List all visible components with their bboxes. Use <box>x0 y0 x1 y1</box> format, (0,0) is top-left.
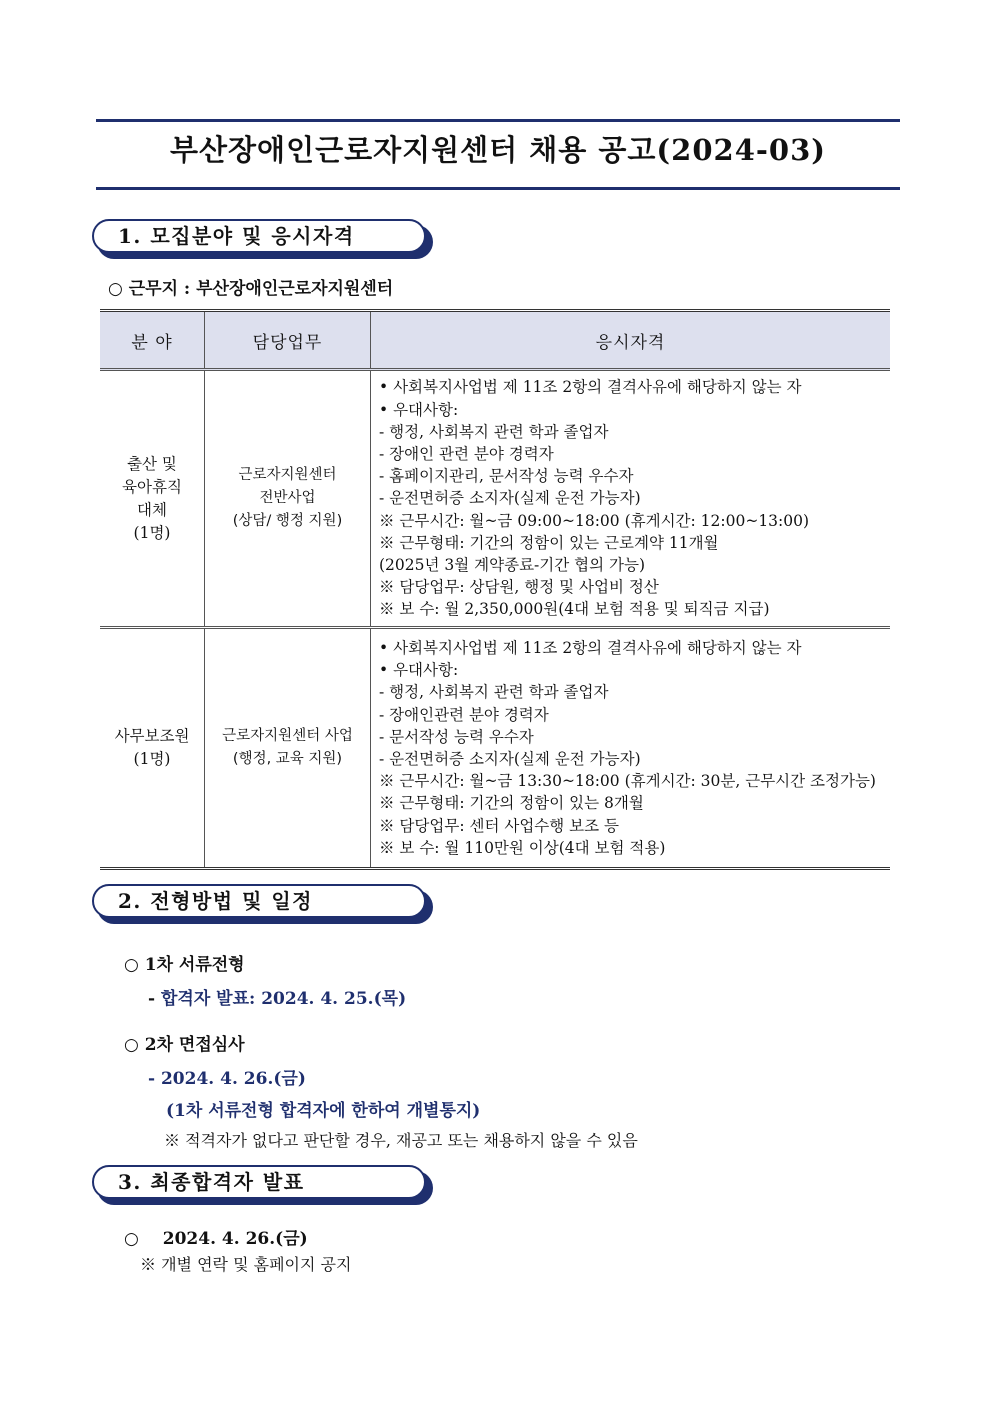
qualification-item: (2025년 3월 계약종료-기간 협의 가능) <box>379 556 646 574</box>
header-qualifications: 응시자격 <box>371 311 891 370</box>
final-date-bullet: ○ <box>124 1229 139 1249</box>
qualification-item: ※ 근무형태: 기간의 정함이 있는 8개월 <box>379 794 644 813</box>
qualification-item: • 우대사항: <box>379 400 459 419</box>
recruitment-table <box>100 309 890 870</box>
qualification-item: • 사회복지사업법 제 11조 2항의 결격사유에 해당하지 않는 자 <box>379 378 802 397</box>
qualification-item: • 우대사항: <box>379 661 459 680</box>
step1-detail <box>148 984 406 1009</box>
title-bottom-rule <box>96 187 900 190</box>
row2-qualifications <box>371 628 891 869</box>
table-row <box>100 370 890 628</box>
qualification-item: • 사회복지사업법 제 11조 2항의 결격사유에 해당하지 않는 자 <box>379 638 802 657</box>
row1-field <box>100 370 205 628</box>
qualification-item: ※ 근무시간: 월~금 13:30~18:00 (휴게시간: 30분, 근무시간 조정가능) <box>379 772 876 791</box>
qualification-item: - 장애인 관련 분야 경력자 <box>379 444 554 463</box>
qualification-item: ※ 담당업무: 상담원, 행정 및 사업비 정산 <box>379 578 659 597</box>
qualification-item: ※ 근무시간: 월~금 09:00~18:00 (휴게시간: 12:00~13:00) <box>379 511 810 530</box>
qualification-item: - 운전면허증 소지자(실제 운전 가능자) <box>379 750 641 768</box>
header-duty: 담당업무 <box>205 311 371 370</box>
section2-heading-label: 2. 전형방법 및 일정 <box>92 884 426 918</box>
row2-duty <box>205 628 371 869</box>
row1-field-line: 육아휴직 <box>122 477 182 496</box>
row1-duty-line: 전반사업 <box>259 490 316 506</box>
row2-field-line: (1명) <box>133 750 171 768</box>
row2-duty-line: 근로자지원센터 사업 <box>222 728 353 744</box>
qualification-item: - 장애인관련 분야 경력자 <box>379 705 549 724</box>
qualification-item: - 행정, 사회복지 관련 학과 졸업자 <box>379 683 609 702</box>
notice-text: ※ 적격자가 없다고 판단할 경우, 재공고 또는 채용하지 않을 수 있음 <box>164 1131 638 1150</box>
row1-field-line: 출산 및 <box>127 454 177 473</box>
section3-heading-label: 3. 최종합격자 발표 <box>92 1165 426 1199</box>
final-note: ※ 개별 연락 및 홈페이지 공지 <box>140 1255 352 1274</box>
qualification-item: - 운전면허증 소지자(실제 운전 가능자) <box>379 489 641 508</box>
step1-title: ○ 1차 서류전형 <box>124 955 245 975</box>
qualification-item: - 홈페이지관리, 문서작성 능력 우수자 <box>379 467 634 486</box>
step1-announcement: 합격자 발표: 2024. 4. 25.(목) <box>160 989 407 1009</box>
qualification-item: ※ 담당업무: 센터 사업수행 보조 등 <box>379 816 620 835</box>
qualification-item: - 문서작성 능력 우수자 <box>379 727 534 746</box>
step2-title: ○ 2차 면접심사 <box>124 1035 245 1055</box>
row1-field-line: 대체 <box>137 500 167 519</box>
step2-date: - 2024. 4. 26.(금) <box>148 1069 306 1089</box>
step2-note: (1차 서류전형 합격자에 한하여 개별통지) <box>166 1101 481 1121</box>
row2-field <box>100 628 205 869</box>
row2-field-line: 사무보조원 <box>114 727 190 745</box>
title-top-rule <box>96 119 900 122</box>
header-field: 분 야 <box>100 311 205 370</box>
workplace-line: ○ 근무지 : 부산장애인근로자지원센터 <box>108 279 394 299</box>
qualification-item: ※ 보 수: 월 2,350,000원(4대 보험 적용 및 퇴직금 지급) <box>379 600 770 619</box>
row1-duty-line: 근로자지원센터 <box>238 467 337 483</box>
final-date <box>124 1224 308 1249</box>
row2-duty-line: (행정, 교육 지원) <box>232 751 343 767</box>
qualification-item: - 행정, 사회복지 관련 학과 졸업자 <box>379 422 609 441</box>
section1-heading-label: 1. 모집분야 및 응시자격 <box>92 219 426 253</box>
step1-detail-dash: - <box>148 989 161 1009</box>
qualification-item: ※ 근무형태: 기간의 정함이 있는 근로계약 11개월 <box>379 533 719 552</box>
page-title: 부산장애인근로자지원센터 채용 공고(2024-03) <box>170 133 826 167</box>
qualification-item: ※ 보 수: 월 110만원 이상(4대 보험 적용) <box>379 838 666 857</box>
row1-duty-line: (상담/ 행정 지원) <box>232 513 343 529</box>
row1-qualifications <box>371 370 891 628</box>
row1-field-line: (1명) <box>133 523 171 542</box>
table-row <box>100 628 890 869</box>
table-header-row <box>100 311 890 370</box>
row1-duty <box>205 370 371 628</box>
final-date-value: 2024. 4. 26.(금) <box>162 1229 308 1249</box>
